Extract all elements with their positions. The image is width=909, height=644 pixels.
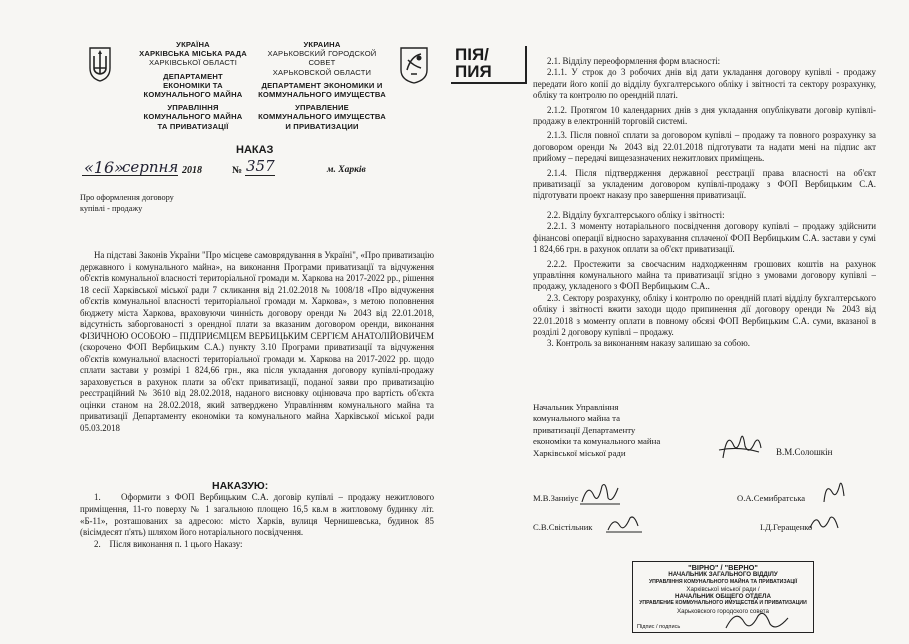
item-2-1-2: 2.1.2. Протягом 10 календарних днів з дня укладання опублікувати договір купівлі-продажу в електронній торговій системі. [533,104,876,127]
approval-name-2: О.А.Семибратська [737,493,806,503]
number-prefix: № [232,165,243,176]
approval-signature-1-icon [578,478,624,508]
order-number: 357 [246,157,275,175]
header-russian: УКРАИНА ХАРЬКОВСКИЙ ГОРОДСКОЙ СОВЕТ ХАРЬКОВСКОЙ ОБЛАСТИ ДЕПАРТАМЕНТ ЭКОНОМИКИ И КОММУНАЛЬНОГО ИМУЩЕСТВА УПРАВЛЕНИЕ КОММУНАЛЬНОГО ИМУЩЕСТВА И ПРИВАТИЗАЦИИ [258,40,386,131]
approval-name-1: М.В.Заниіус [533,493,579,503]
stamp-sign-label: Підпис / подпись [637,624,681,630]
item-2-1-1: 2.1.1. У строк до 3 робочих днів від дати укладання договору купівлі - продажу передати його копії до відділу бухгалтерського обліку і звітності та сектору розрахунку, обліку та контролю по орендній платі. [533,67,876,101]
order-heading: НАКАЗУЮ: [212,480,269,492]
approval-signature-3-icon [604,510,644,536]
date-month: серпня [122,158,179,176]
item-2-1-4: 2.1.4. Після підтвердження державної реєстрації права власності на об'єкт приватизації за укладеним договором купівлі-продажу з ФОП Вербицьким С.А. підготувати проект наказу про завершення приватизації. [533,167,876,201]
approval-name-3: С.В.Свістільник [533,522,593,532]
city-emblem-icon [399,46,429,84]
coat-of-arms-icon [88,46,112,82]
head-signature-icon [715,428,765,464]
order-subject: Про оформлення договору купівлі - продажу [80,193,174,213]
right-items [533,56,876,350]
order-title: НАКАЗ [236,144,274,156]
approval-signature-2-icon [818,478,848,508]
section-2-2: 2.2. Відділу бухгалтерського обліку і звітності: [547,209,725,220]
item-1: 1. Оформити з ФОП Вербицьким С.А. договір купівлі – продажу нежитлового приміщення, 11-го поверху № 1 загальною площею 16,5 кв.м в житловому будинку літ. «Б-11», розташованих за адресою: місто Харків, вулиця Чернишевська, будинок 85 (вісімдесят п'ять) шляхом його нотаріального посвідчення. [80,492,435,538]
approval-name-4: І.Д.Геращенко [760,522,813,532]
item-2-2-1: 2.2.1. З моменту нотаріального посвідчення договору купівлі – продажу здійснити фінансові операції відносно зарахування сплаченої ФОП Вербицьким С.А. застави у сумі 1 824,66 грн. в рахунок оплати за об'єкт приватизації. [533,221,876,255]
order-city: м. Харків [327,165,366,175]
item-2-2-2: 2.2.2. Простежити за своєчасним надходженням грошових коштів на рахунок управління комунального майна та приватизації згідно з умовами договору купівлі – продажу, укладеного з ФОП Вербицьким С.А.. [533,258,876,292]
signatory-name: В.М.Солошкін [776,447,833,457]
section-2-1: 2.1. Відділу переоформлення форм власності: [547,56,721,66]
item-2: 2. Після виконання п. 1 цього Наказу: [94,539,243,550]
item-3: 3. Контроль за виконанням наказу залишаю за собою. [547,338,750,349]
approval-signature-4-icon [806,510,842,536]
corner-stamp: ПІЯ/ ПИЯ [451,46,527,84]
item-2-1-3: 2.1.3. Після повної сплати за договором купівлі – продажу та повного розрахунку за договором оренди № 2043 від 22.01.2018 підготувати та надати мені на підпис акт прийому – передачі вищезазначених нежитлових приміщень. [533,130,876,164]
stamp-signature-icon [722,606,792,634]
signatory-position: Начальник Управління комунального майна та приватизації Департаменту економіки та комунального майна Харківської міської ради [533,402,661,458]
date-day: «16» [84,158,124,177]
item-2-3: 2.3. Сектору розрахунку, обліку і контролю по орендній платі відділу бухгалтерського обліку і звітності вжити заходи щодо припинення дії договору оренди № 2043 від 22.01.2018 з моменту оплати в повному обсязі ФОП Вербицьким С.А. суми, вказаної в розділі 2 договору купівлі – продажу. [533,292,876,337]
date-year: 2018 [182,165,202,176]
left-items [80,492,434,551]
header-ukrainian: УКРАЇНА ХАРКІВСЬКА МІСЬКА РАДА ХАРКІВСЬКОЇ ОБЛАСТІ ДЕПАРТАМЕНТ ЕКОНОМІКИ ТА КОМУНАЛЬНОГО МАЙНА УПРАВЛІННЯ КОМУНАЛЬНОГО МАЙНА ТА ПРИВАТИЗАЦІЇ [139,40,247,131]
preamble: На підставі Законів України "Про місцеве самоврядування в Україні", «Про приватизацію державного і комунального майна», на виконання Програми приватизації та відчуження об'єктів комунальної власності територіальної громади м. Харкова на 2017-2022 рр., рішення 18 сесії Харківської міської ради 7 скликання від 21.02.2018 № 1008/18 «Про відчуження об'єктів комунальної власності територіальної громади м. Харкова», з метою поповнення бюджету міста Харкова, враховуючи чинність договору оренди № 2043 від 22.01.2018, відсутність заборгованості з орендної плати за вказаним договором оренди, виконання ФІЗИЧНОЮ ОСОБОЮ – ПІДПРИЄМЦЕМ ВЕРБИЦЬКИМ СЕРГІЄМ АНАТОЛІЙОВИЧЕМ (скорочено ФОП Вербицьким С.А.) пункту 3.10 Програми приватизації та відчуження об'єктів комунальної власності територіальної громади м. Харкова на 2017-2022 рр. щодо сплати застави у розмірі 1 824,66 грн., яка після укладання договору купівлі-продажу зараховується в рахунок плати за об'єкт приватизації, поданої заяви про приватизацію реєстраційний № 3610 від 28.02.2018, наданого висновку оцінювача про вартість об'єкта оцінки станом на 28.02.2018, який затверджено Управлінням комунального майна та приватизації Департаменту економіки та комунального майна Харківської міської ради 05.03.2018 [80,250,434,433]
certify-stamp: "ВІРНО" / "ВЕРНО" НАЧАЛЬНИК ЗАГАЛЬНОГО ВІДДІЛУ УПРАВЛІННЯ КОМУНАЛЬНОГО МАЙНА ТА ПРИВАТИЗАЦІЇ Харківської міської ради / НАЧАЛЬНИК ОБЩЕГО ОТДЕЛА УПРАВЛЕНИЕ КОММУНАЛЬНОГО ИМУЩЕСТВА И ПРИВАТИЗАЦИИ Харьковского городского совета Підпис / подпись [632,561,814,633]
